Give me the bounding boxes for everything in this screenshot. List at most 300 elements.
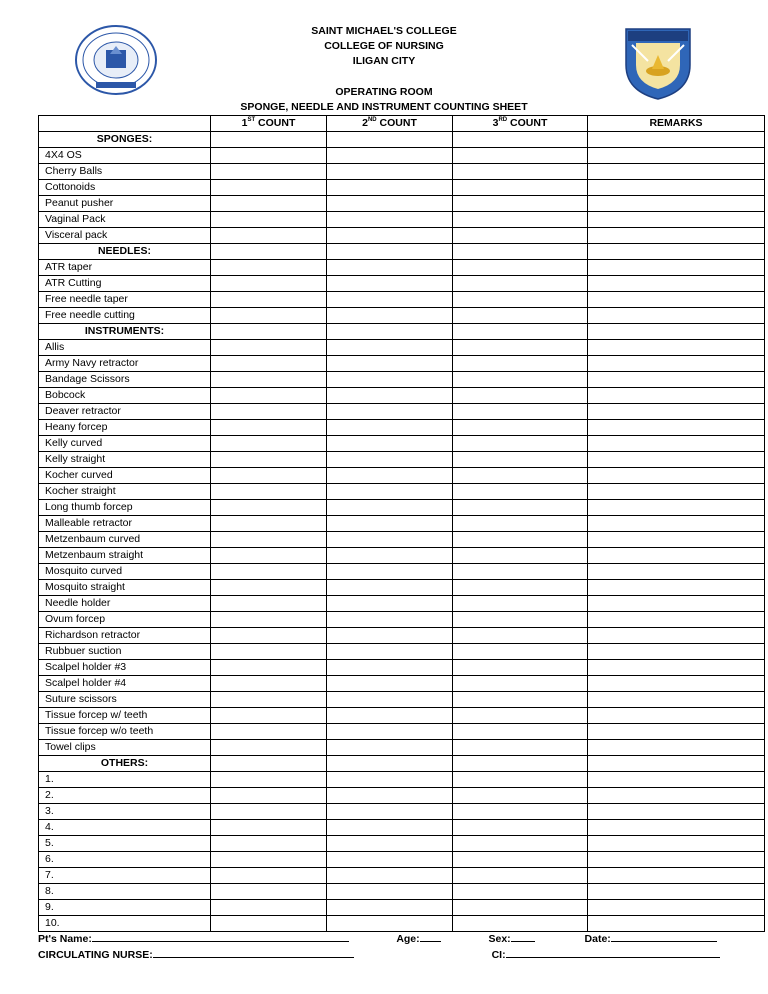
- third-count-cell[interactable]: [453, 372, 588, 388]
- second-count-cell[interactable]: [327, 596, 453, 612]
- section-label: SPONGES:: [39, 132, 211, 148]
- item-label: Bobcock: [39, 388, 211, 404]
- first-count-cell[interactable]: [211, 276, 327, 292]
- third-count-cell[interactable]: [453, 900, 588, 916]
- third-count-cell[interactable]: [453, 436, 588, 452]
- remarks-cell[interactable]: [588, 196, 765, 212]
- second-count-cell[interactable]: [327, 388, 453, 404]
- second-count-cell[interactable]: [327, 484, 453, 500]
- second-count-cell[interactable]: [327, 900, 453, 916]
- third-count-cell[interactable]: [453, 804, 588, 820]
- first-count-cell[interactable]: [211, 420, 327, 436]
- first-count-cell[interactable]: [211, 644, 327, 660]
- item-label: 10.: [39, 916, 211, 932]
- third-count-cell[interactable]: [453, 260, 588, 276]
- first-count-cell[interactable]: [211, 724, 327, 740]
- third-count-cell[interactable]: [453, 324, 588, 340]
- second-count-cell[interactable]: [327, 868, 453, 884]
- remarks-cell[interactable]: [588, 740, 765, 756]
- remarks-cell[interactable]: [588, 692, 765, 708]
- second-count-cell[interactable]: [327, 324, 453, 340]
- second-count-cell[interactable]: [327, 756, 453, 772]
- third-count-cell[interactable]: [453, 852, 588, 868]
- first-count-cell[interactable]: [211, 292, 327, 308]
- first-count-cell[interactable]: [211, 756, 327, 772]
- section-label: OTHERS:: [39, 756, 211, 772]
- city-name: ILIGAN CITY: [352, 55, 416, 67]
- third-count-cell[interactable]: [453, 676, 588, 692]
- item-row: [39, 516, 765, 532]
- third-count-cell[interactable]: [453, 564, 588, 580]
- third-count-cell[interactable]: [453, 596, 588, 612]
- third-count-cell[interactable]: [453, 516, 588, 532]
- first-count-cell[interactable]: [211, 436, 327, 452]
- item-label: Kocher straight: [39, 484, 211, 500]
- item-label: Richardson retractor: [39, 628, 211, 644]
- third-count-cell[interactable]: [453, 628, 588, 644]
- item-label: Bandage Scissors: [39, 372, 211, 388]
- section-row: [39, 244, 765, 260]
- third-count-cell[interactable]: [453, 788, 588, 804]
- remarks-cell[interactable]: [588, 804, 765, 820]
- second-count-cell[interactable]: [327, 548, 453, 564]
- third-count-cell[interactable]: [453, 276, 588, 292]
- third-count-cell[interactable]: [453, 692, 588, 708]
- remarks-cell[interactable]: [588, 244, 765, 260]
- item-label: ATR Cutting: [39, 276, 211, 292]
- item-label: Metzenbaum curved: [39, 532, 211, 548]
- remarks-cell[interactable]: [588, 212, 765, 228]
- second-count-cell[interactable]: [327, 852, 453, 868]
- item-label: Army Navy retractor: [39, 356, 211, 372]
- department-name: COLLEGE OF NURSING: [324, 40, 444, 52]
- item-label: Allis: [39, 340, 211, 356]
- item-row: [39, 580, 765, 596]
- section-label: NEEDLES:: [39, 244, 211, 260]
- remarks-cell[interactable]: [588, 260, 765, 276]
- first-count-cell[interactable]: [211, 452, 327, 468]
- remarks-cell[interactable]: [588, 500, 765, 516]
- item-label: 5.: [39, 836, 211, 852]
- remarks-cell[interactable]: [588, 724, 765, 740]
- first-count-header: 1ST COUNT: [211, 116, 327, 132]
- first-count-cell[interactable]: [211, 580, 327, 596]
- item-label: Mosquito straight: [39, 580, 211, 596]
- section-row: [39, 132, 765, 148]
- remarks-cell[interactable]: [588, 708, 765, 724]
- item-column-header: [39, 116, 211, 132]
- remarks-cell[interactable]: [588, 164, 765, 180]
- item-label: Peanut pusher: [39, 196, 211, 212]
- remarks-cell[interactable]: [588, 580, 765, 596]
- item-label: Kocher curved: [39, 468, 211, 484]
- item-label: 6.: [39, 852, 211, 868]
- item-row: [39, 180, 765, 196]
- remarks-cell[interactable]: [588, 772, 765, 788]
- first-count-cell[interactable]: [211, 356, 327, 372]
- second-count-cell[interactable]: [327, 500, 453, 516]
- remarks-cell[interactable]: [588, 756, 765, 772]
- second-count-cell[interactable]: [327, 228, 453, 244]
- remarks-cell[interactable]: [588, 388, 765, 404]
- item-label: Vaginal Pack: [39, 212, 211, 228]
- second-count-cell[interactable]: [327, 820, 453, 836]
- item-label: Tissue forcep w/o teeth: [39, 724, 211, 740]
- first-count-cell[interactable]: [211, 196, 327, 212]
- second-count-cell[interactable]: [327, 452, 453, 468]
- remarks-cell[interactable]: [588, 532, 765, 548]
- college-name: SAINT MICHAEL'S COLLEGE: [311, 25, 457, 37]
- item-row: [39, 452, 765, 468]
- second-count-cell[interactable]: [327, 532, 453, 548]
- third-count-cell[interactable]: [453, 884, 588, 900]
- item-row: [39, 404, 765, 420]
- first-count-cell[interactable]: [211, 500, 327, 516]
- third-count-cell[interactable]: [453, 708, 588, 724]
- remarks-cell[interactable]: [588, 852, 765, 868]
- remarks-cell[interactable]: [588, 132, 765, 148]
- item-label: Towel clips: [39, 740, 211, 756]
- third-count-cell[interactable]: [453, 404, 588, 420]
- item-label: Malleable retractor: [39, 516, 211, 532]
- first-count-cell[interactable]: [211, 804, 327, 820]
- item-row: [39, 772, 765, 788]
- remarks-header: REMARKS: [588, 116, 765, 132]
- third-count-cell[interactable]: [453, 388, 588, 404]
- item-row: [39, 836, 765, 852]
- remarks-cell[interactable]: [588, 324, 765, 340]
- second-count-cell[interactable]: [327, 468, 453, 484]
- remarks-cell[interactable]: [588, 564, 765, 580]
- first-count-cell[interactable]: [211, 836, 327, 852]
- item-row: [39, 468, 765, 484]
- third-count-cell[interactable]: [453, 196, 588, 212]
- section-row: [39, 756, 765, 772]
- third-count-cell[interactable]: [453, 740, 588, 756]
- second-count-cell[interactable]: [327, 804, 453, 820]
- third-count-cell[interactable]: [453, 548, 588, 564]
- remarks-cell[interactable]: [588, 660, 765, 676]
- ci-field[interactable]: [506, 946, 720, 958]
- second-count-cell[interactable]: [327, 788, 453, 804]
- first-count-cell[interactable]: [211, 852, 327, 868]
- second-count-cell[interactable]: [327, 612, 453, 628]
- item-row: [39, 708, 765, 724]
- item-row: [39, 532, 765, 548]
- second-count-cell[interactable]: [327, 356, 453, 372]
- remarks-cell[interactable]: [588, 868, 765, 884]
- first-count-cell[interactable]: [211, 324, 327, 340]
- item-row: [39, 804, 765, 820]
- remarks-cell[interactable]: [588, 820, 765, 836]
- remarks-cell[interactable]: [588, 484, 765, 500]
- first-count-cell[interactable]: [211, 468, 327, 484]
- third-count-cell[interactable]: [453, 612, 588, 628]
- item-row: [39, 740, 765, 756]
- second-count-cell[interactable]: [327, 212, 453, 228]
- item-row: [39, 692, 765, 708]
- second-count-cell[interactable]: [327, 836, 453, 852]
- ci-label: CI:: [491, 949, 506, 961]
- second-count-cell[interactable]: [327, 404, 453, 420]
- sheet-title: SPONGE, NEEDLE AND INSTRUMENT COUNTING SHEET: [240, 101, 528, 113]
- item-row: [39, 628, 765, 644]
- third-count-cell[interactable]: [453, 292, 588, 308]
- first-count-cell[interactable]: [211, 740, 327, 756]
- second-count-cell[interactable]: [327, 516, 453, 532]
- first-count-cell[interactable]: [211, 340, 327, 356]
- sex-field[interactable]: [511, 930, 535, 942]
- item-label: Free needle cutting: [39, 308, 211, 324]
- remarks-cell[interactable]: [588, 468, 765, 484]
- third-count-cell[interactable]: [453, 756, 588, 772]
- footer-row-2: [38, 946, 720, 961]
- item-label: Ovum forcep: [39, 612, 211, 628]
- third-count-cell[interactable]: [453, 468, 588, 484]
- item-row: [39, 212, 765, 228]
- remarks-cell[interactable]: [588, 340, 765, 356]
- section-label: INSTRUMENTS:: [39, 324, 211, 340]
- first-count-cell[interactable]: [211, 484, 327, 500]
- remarks-cell[interactable]: [588, 548, 765, 564]
- third-count-cell[interactable]: [453, 820, 588, 836]
- item-row: [39, 564, 765, 580]
- first-count-cell[interactable]: [211, 884, 327, 900]
- item-row: [39, 356, 765, 372]
- second-count-cell[interactable]: [327, 580, 453, 596]
- item-row: [39, 852, 765, 868]
- second-count-cell[interactable]: [327, 628, 453, 644]
- second-count-cell[interactable]: [327, 180, 453, 196]
- remarks-cell[interactable]: [588, 356, 765, 372]
- third-count-cell[interactable]: [453, 772, 588, 788]
- footer-row-1: [38, 930, 717, 945]
- third-count-cell[interactable]: [453, 644, 588, 660]
- item-row: [39, 340, 765, 356]
- second-count-cell[interactable]: [327, 676, 453, 692]
- third-count-cell[interactable]: [453, 212, 588, 228]
- second-count-cell[interactable]: [327, 308, 453, 324]
- remarks-cell[interactable]: [588, 180, 765, 196]
- third-count-cell[interactable]: [453, 452, 588, 468]
- second-count-cell[interactable]: [327, 708, 453, 724]
- item-row: [39, 644, 765, 660]
- item-label: ATR taper: [39, 260, 211, 276]
- first-count-cell[interactable]: [211, 404, 327, 420]
- second-count-cell[interactable]: [327, 132, 453, 148]
- item-row: [39, 900, 765, 916]
- second-count-cell[interactable]: [327, 436, 453, 452]
- item-label: Scalpel holder #4: [39, 676, 211, 692]
- remarks-cell[interactable]: [588, 644, 765, 660]
- second-count-cell[interactable]: [327, 692, 453, 708]
- remarks-cell[interactable]: [588, 420, 765, 436]
- third-count-cell[interactable]: [453, 244, 588, 260]
- third-count-cell[interactable]: [453, 660, 588, 676]
- first-count-cell[interactable]: [211, 612, 327, 628]
- remarks-cell[interactable]: [588, 836, 765, 852]
- remarks-cell[interactable]: [588, 884, 765, 900]
- first-count-cell[interactable]: [211, 132, 327, 148]
- third-count-cell[interactable]: [453, 532, 588, 548]
- second-count-cell[interactable]: [327, 260, 453, 276]
- first-count-cell[interactable]: [211, 820, 327, 836]
- first-count-cell[interactable]: [211, 164, 327, 180]
- item-label: Rubbuer suction: [39, 644, 211, 660]
- first-count-cell[interactable]: [211, 308, 327, 324]
- second-count-cell[interactable]: [327, 292, 453, 308]
- item-row: [39, 388, 765, 404]
- first-count-cell[interactable]: [211, 212, 327, 228]
- second-count-cell[interactable]: [327, 340, 453, 356]
- first-count-cell[interactable]: [211, 900, 327, 916]
- item-label: Scalpel holder #3: [39, 660, 211, 676]
- item-label: Tissue forcep w/ teeth: [39, 708, 211, 724]
- second-count-cell[interactable]: [327, 164, 453, 180]
- remarks-cell[interactable]: [588, 228, 765, 244]
- third-count-cell[interactable]: [453, 484, 588, 500]
- first-count-cell[interactable]: [211, 260, 327, 276]
- first-count-cell[interactable]: [211, 228, 327, 244]
- remarks-cell[interactable]: [588, 628, 765, 644]
- item-row: [39, 820, 765, 836]
- first-count-cell[interactable]: [211, 708, 327, 724]
- remarks-cell[interactable]: [588, 148, 765, 164]
- item-row: [39, 276, 765, 292]
- second-count-cell[interactable]: [327, 564, 453, 580]
- third-count-cell[interactable]: [453, 500, 588, 516]
- third-count-cell[interactable]: [453, 132, 588, 148]
- item-row: [39, 148, 765, 164]
- remarks-cell[interactable]: [588, 788, 765, 804]
- third-count-cell[interactable]: [453, 420, 588, 436]
- second-count-header: 2ND COUNT: [327, 116, 453, 132]
- sex-label: Sex:: [488, 933, 511, 945]
- item-row: [39, 868, 765, 884]
- second-count-cell[interactable]: [327, 420, 453, 436]
- remarks-cell[interactable]: [588, 276, 765, 292]
- third-count-cell[interactable]: [453, 836, 588, 852]
- first-count-cell[interactable]: [211, 564, 327, 580]
- third-count-cell[interactable]: [453, 724, 588, 740]
- item-label: 7.: [39, 868, 211, 884]
- age-field[interactable]: [420, 930, 441, 942]
- third-count-cell[interactable]: [453, 868, 588, 884]
- second-count-cell[interactable]: [327, 660, 453, 676]
- second-count-cell[interactable]: [327, 724, 453, 740]
- item-row: [39, 548, 765, 564]
- item-row: [39, 292, 765, 308]
- item-label: Metzenbaum straight: [39, 548, 211, 564]
- third-count-cell[interactable]: [453, 308, 588, 324]
- item-label: Needle holder: [39, 596, 211, 612]
- item-label: 8.: [39, 884, 211, 900]
- remarks-cell[interactable]: [588, 292, 765, 308]
- first-count-cell[interactable]: [211, 628, 327, 644]
- item-label: 3.: [39, 804, 211, 820]
- third-count-cell[interactable]: [453, 580, 588, 596]
- item-row: [39, 372, 765, 388]
- date-label: Date:: [584, 933, 611, 945]
- first-count-cell[interactable]: [211, 388, 327, 404]
- remarks-cell[interactable]: [588, 452, 765, 468]
- first-count-cell[interactable]: [211, 148, 327, 164]
- first-count-cell[interactable]: [211, 868, 327, 884]
- remarks-cell[interactable]: [588, 676, 765, 692]
- item-label: Long thumb forcep: [39, 500, 211, 516]
- item-row: [39, 436, 765, 452]
- item-label: 1.: [39, 772, 211, 788]
- first-count-cell[interactable]: [211, 692, 327, 708]
- first-count-cell[interactable]: [211, 516, 327, 532]
- first-count-cell[interactable]: [211, 788, 327, 804]
- remarks-cell[interactable]: [588, 900, 765, 916]
- third-count-cell[interactable]: [453, 340, 588, 356]
- first-count-cell[interactable]: [211, 372, 327, 388]
- remarks-cell[interactable]: [588, 596, 765, 612]
- second-count-cell[interactable]: [327, 276, 453, 292]
- first-count-cell[interactable]: [211, 532, 327, 548]
- first-count-cell[interactable]: [211, 244, 327, 260]
- first-count-cell[interactable]: [211, 548, 327, 564]
- remarks-cell[interactable]: [588, 612, 765, 628]
- remarks-cell[interactable]: [588, 436, 765, 452]
- first-count-cell[interactable]: [211, 596, 327, 612]
- item-row: [39, 884, 765, 900]
- first-count-cell[interactable]: [211, 180, 327, 196]
- circulating-nurse-field[interactable]: [153, 946, 354, 958]
- remarks-cell[interactable]: [588, 516, 765, 532]
- item-label: Free needle taper: [39, 292, 211, 308]
- item-label: Visceral pack: [39, 228, 211, 244]
- third-count-header: 3RD COUNT: [453, 116, 588, 132]
- first-count-cell[interactable]: [211, 660, 327, 676]
- document-header: [0, 24, 768, 115]
- item-row: [39, 164, 765, 180]
- second-count-cell[interactable]: [327, 196, 453, 212]
- table-header-row: [39, 116, 765, 132]
- remarks-cell[interactable]: [588, 372, 765, 388]
- second-count-cell[interactable]: [327, 740, 453, 756]
- item-row: [39, 660, 765, 676]
- second-count-cell[interactable]: [327, 884, 453, 900]
- second-count-cell[interactable]: [327, 644, 453, 660]
- third-count-cell[interactable]: [453, 148, 588, 164]
- item-row: [39, 308, 765, 324]
- item-label: 4.: [39, 820, 211, 836]
- item-label: Deaver retractor: [39, 404, 211, 420]
- first-count-cell[interactable]: [211, 772, 327, 788]
- item-row: [39, 196, 765, 212]
- second-count-cell[interactable]: [327, 148, 453, 164]
- item-row: [39, 724, 765, 740]
- second-count-cell[interactable]: [327, 244, 453, 260]
- first-count-cell[interactable]: [211, 676, 327, 692]
- remarks-cell[interactable]: [588, 308, 765, 324]
- third-count-cell[interactable]: [453, 228, 588, 244]
- third-count-cell[interactable]: [453, 180, 588, 196]
- second-count-cell[interactable]: [327, 772, 453, 788]
- third-count-cell[interactable]: [453, 356, 588, 372]
- remarks-cell[interactable]: [588, 404, 765, 420]
- patient-name-field[interactable]: [92, 930, 349, 942]
- second-count-cell[interactable]: [327, 372, 453, 388]
- item-row: [39, 260, 765, 276]
- date-field[interactable]: [611, 930, 717, 942]
- third-count-cell[interactable]: [453, 164, 588, 180]
- item-row: [39, 228, 765, 244]
- patient-name-label: Pt's Name:: [38, 933, 92, 945]
